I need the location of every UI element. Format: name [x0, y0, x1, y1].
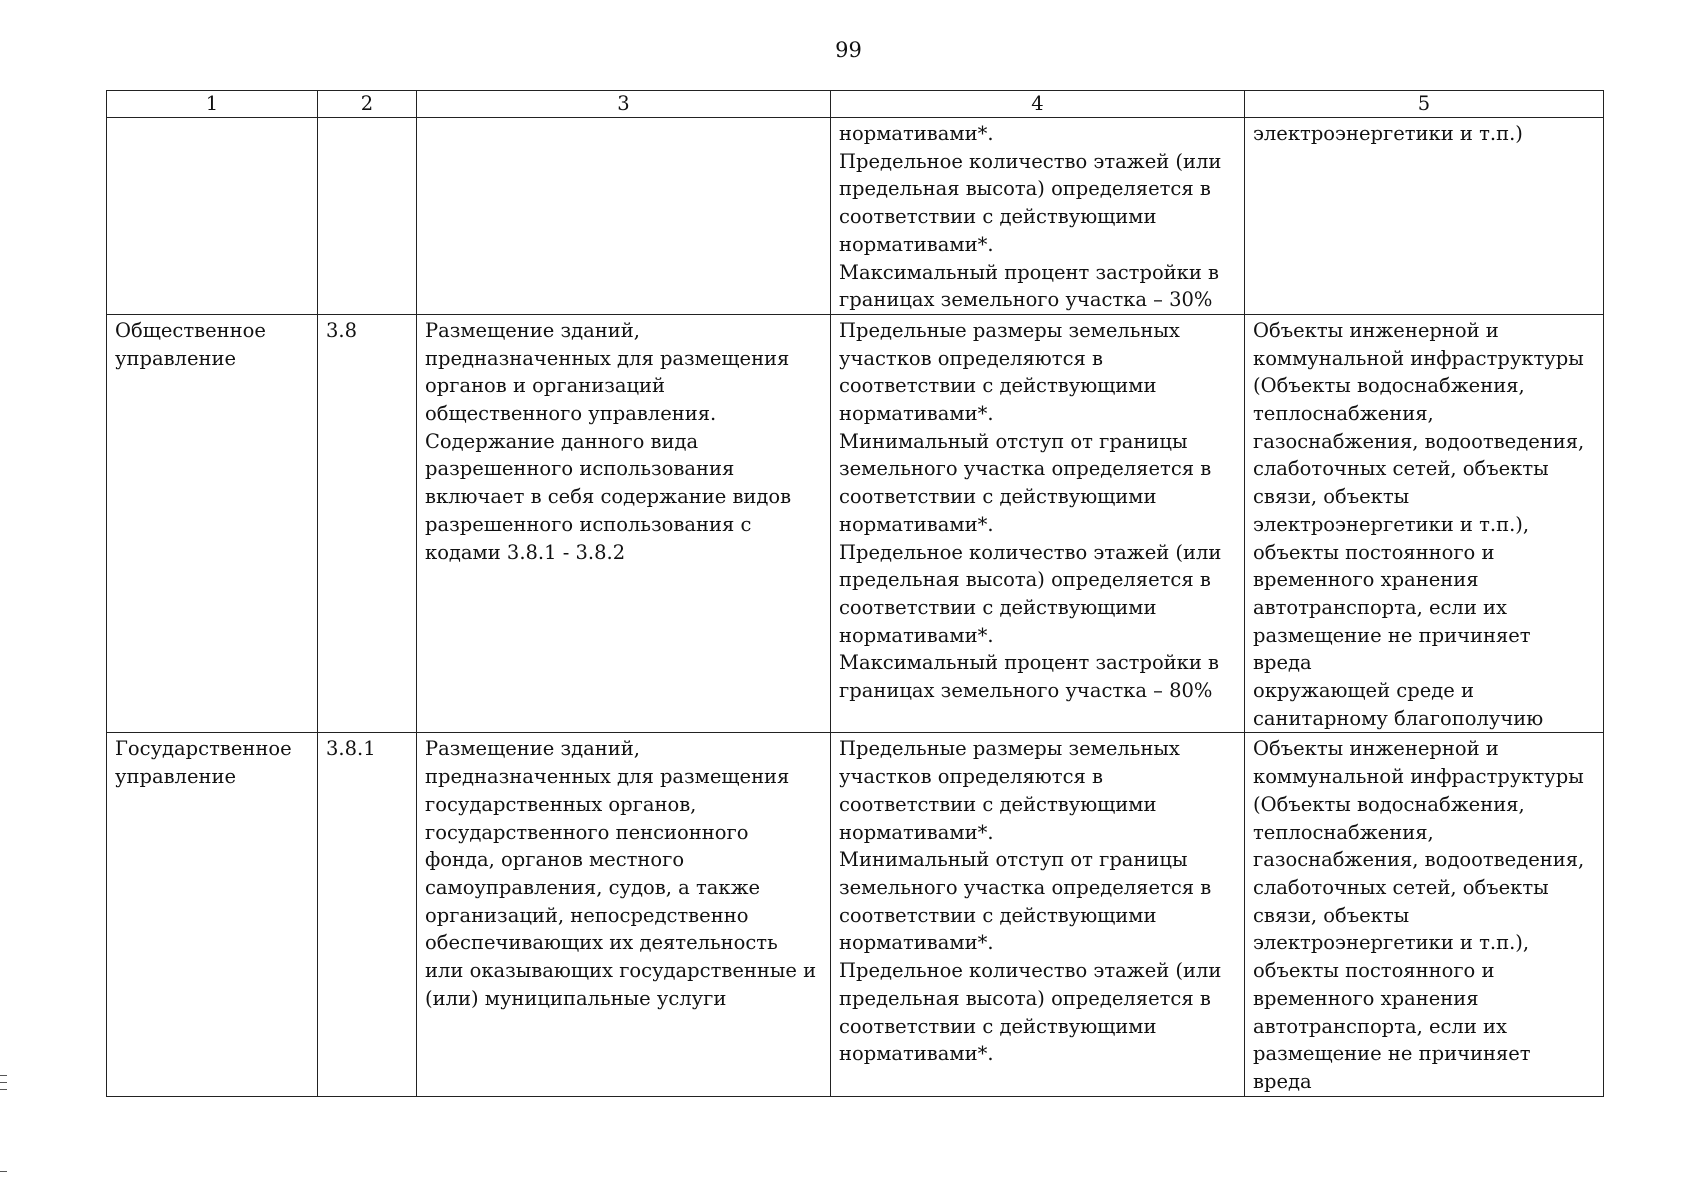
table-header	[107, 91, 1604, 118]
use-name-cell	[107, 118, 318, 315]
table-row	[107, 314, 1604, 733]
table-row	[107, 733, 1604, 1096]
scan-edge-mark	[0, 1082, 7, 1083]
auxiliary-uses-cell: Объекты инженерной и коммунальной инфраструктуры (Объекты водоснабжения, теплоснабжения, газоснабжения, водоотведения, слаботочных сетей, объекты связи, объекты электроэнергетики и т.п.), объекты постоянного и временного хранения автотранспорта, если их размещение не причиняет вреда окружающей среде и санитарному благополучию	[1245, 314, 1604, 733]
column-header-2: 2	[318, 91, 417, 118]
parameters-cell: нормативами*. Предельное количество этажей (или предельная высота) определяется в соответствии с действующими нормативами*. Максимальный процент застройки в границах земельного участка – 30%	[831, 118, 1245, 315]
column-header-1: 1	[107, 91, 318, 118]
auxiliary-uses-cell: электроэнергетики и т.п.)	[1245, 118, 1604, 315]
page-number: 99	[835, 38, 862, 62]
auxiliary-uses-cell: Объекты инженерной и коммунальной инфраструктуры (Объекты водоснабжения, теплоснабжения, газоснабжения, водоотведения, слаботочных сетей, объекты связи, объекты электроэнергетики и т.п.), объекты постоянного и временного хранения автотранспорта, если их размещение не причиняет вреда	[1245, 733, 1604, 1096]
use-description-cell: Размещение зданий, предназначенных для размещения органов и организаций общественного управления. Содержание данного вида разрешенного использования включает в себя содержание видов разрешенного использования с кодами 3.8.1 - 3.8.2	[417, 314, 831, 733]
parameters-cell: Предельные размеры земельных участков определяются в соответствии с действующими нормативами*. Минимальный отступ от границы земельного участка определяется в соответствии с действующими нормативами*. Предельное количество этажей (или предельная высота) определяется в соответствии с действующими нормативами*.	[831, 733, 1245, 1096]
parameters-cell: Предельные размеры земельных участков определяются в соответствии с действующими нормативами*. Минимальный отступ от границы земельного участка определяется в соответствии с действующими нормативами*. Предельное количество этажей (или предельная высота) определяется в соответствии с действующими нормативами*. Максимальный процент застройки в границах земельного участка – 80%	[831, 314, 1245, 733]
column-header-5: 5	[1245, 91, 1604, 118]
scan-edge-mark	[0, 1089, 7, 1090]
land-use-table	[106, 90, 1604, 1097]
use-code-cell: 3.8	[318, 314, 417, 733]
table-row	[107, 118, 1604, 315]
use-name-cell: Государственное управление	[107, 733, 318, 1096]
scan-edge-mark	[0, 1171, 7, 1172]
scan-edge-mark	[0, 1075, 7, 1076]
use-code-cell: 3.8.1	[318, 733, 417, 1096]
column-header-4: 4	[831, 91, 1245, 118]
use-description-cell	[417, 118, 831, 315]
use-name-cell: Общественное управление	[107, 314, 318, 733]
use-code-cell	[318, 118, 417, 315]
header-row	[107, 91, 1604, 118]
column-header-3: 3	[417, 91, 831, 118]
table-body	[107, 118, 1604, 1097]
use-description-cell: Размещение зданий, предназначенных для размещения государственных органов, государственного пенсионного фонда, органов местного самоуправления, судов, а также организаций, непосредственно обеспечивающих их деятельность или оказывающих государственные и (или) муниципальные услуги	[417, 733, 831, 1096]
